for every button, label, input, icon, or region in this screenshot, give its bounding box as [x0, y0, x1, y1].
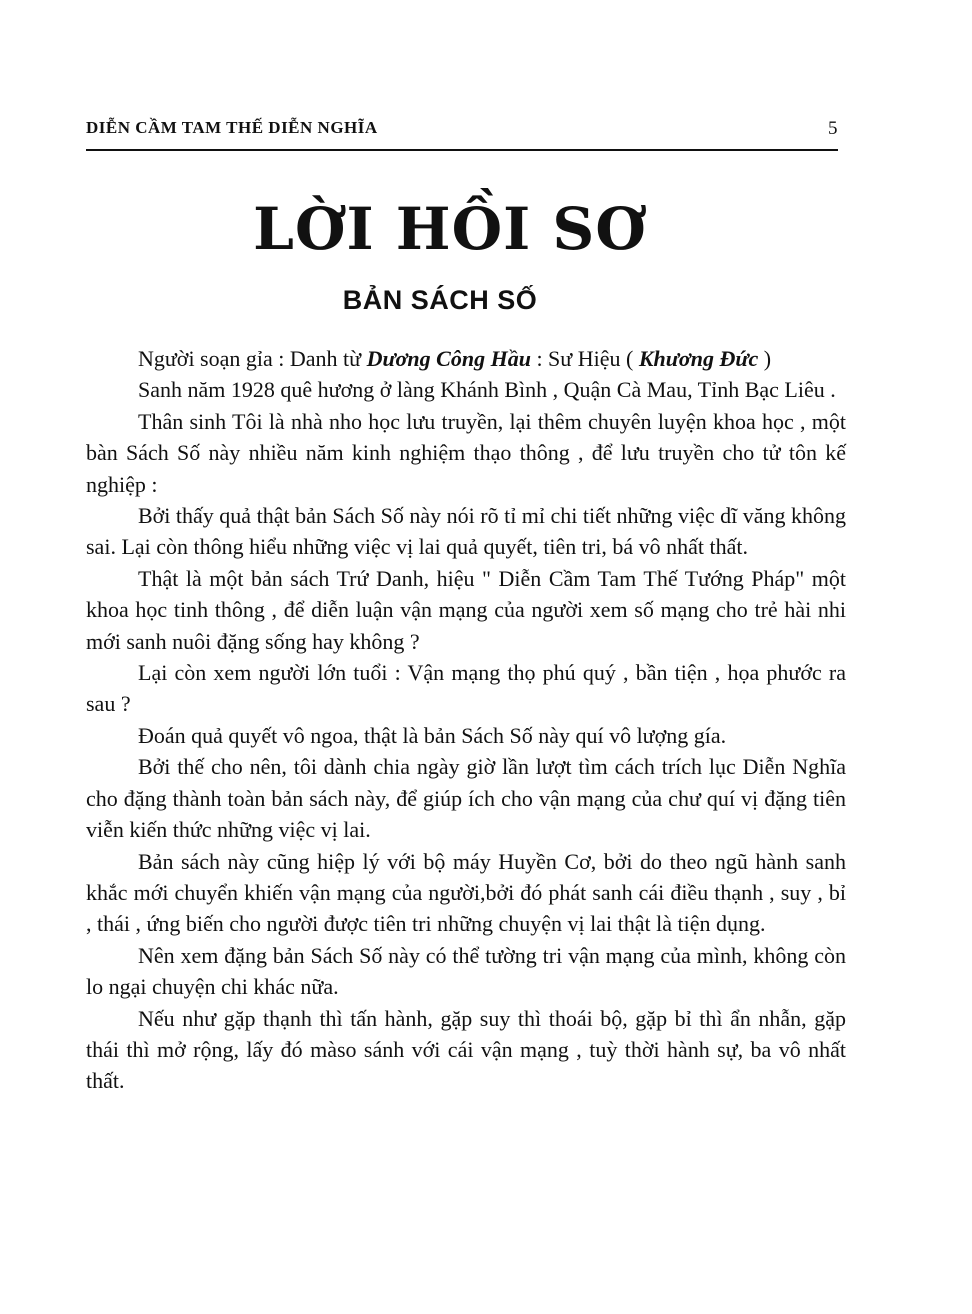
body-text	[86, 343, 846, 1097]
page-number: 5	[828, 118, 838, 139]
header-rule	[86, 149, 838, 151]
author-name: Dương Công Hầu	[366, 346, 531, 371]
chapter-subtitle: BẢN SÁCH SỐ	[342, 285, 538, 315]
author-line	[86, 343, 846, 374]
paragraph: Bản sách này cũng hiệp lý với bộ máy Huyền Cơ, bởi do theo ngũ hành sanh khắc mới chuyển khiến vận mạng của người,bởi đó phát sanh cái điều thạnh , suy , bỉ , thái , ứng biến cho người được tiên tri những chuyện vị lai thật là tiện dụng.	[86, 848, 846, 937]
author-suffix: )	[758, 346, 772, 371]
paragraph: Thân sinh Tôi là nhà nho học lưu truyền, lại thêm chuyên luyện khoa học , một bàn Sách Số này nhiều năm kinh nghiệm thạo thông , để lưu truyền cho tử tôn kế nghiệp :	[86, 408, 846, 497]
paragraph: Bởi thấy quả thật bản Sách Số này nói rõ tỉ mỉ chi tiết những việc dĩ văng không sai. Lại còn thông hiểu những việc vị lai quả quyết, tiên tri, bá vô nhất thất.	[86, 503, 846, 560]
running-header	[86, 118, 838, 138]
paragraph: Lại còn xem người lớn tuổi : Vận mạng thọ phú quý , bần tiện , họa phước ra sau ?	[86, 660, 846, 717]
chapter-title: LỜI HỒI SƠ	[253, 195, 647, 263]
paragraph: Nên xem đặng bản Sách Số này có thể tường tri vận mạng của mình, không còn lo ngại chuyện chi khác nữa.	[86, 942, 846, 1000]
paragraph: Thật là một bản sách Trứ Danh, hiệu " Diễn Cầm Tam Thế Tướng Pháp" một khoa học tinh thông , để diễn luận vận mạng của người xem số mạng cho trẻ hài nhi mới sanh nuôi đặng sống hay không ?	[86, 565, 846, 654]
paragraph: Đoán quả quyết vô ngoa, thật là bản Sách Số này quí vô lượng gía.	[138, 722, 727, 748]
author-alias: Khương Đức	[638, 346, 759, 371]
paragraph: Nếu như gặp thạnh thì tấn hành, gặp suy thì thoái bộ, gặp bỉ thì ẩn nhẫn, gặp thái thì mở rộng, lấy đó màso sánh với cái vận mạng , tuỳ thời hành sự, ba vô nhất thất.	[86, 1005, 846, 1094]
author-prefix: Người soạn gỉa : Danh từ	[138, 346, 367, 371]
running-title: DIỄN CẦM TAM THẾ DIỄN NGHĨA	[86, 118, 378, 137]
paragraph: Sanh năm 1928 quê hương ở làng Khánh Bình , Quận Cà Mau, Tỉnh Bạc Liêu .	[138, 377, 836, 403]
paragraph: Bởi thế cho nên, tôi dành chia ngày giờ lần lượt tìm cách trích lục Diễn Nghĩa cho đặng thành toàn bản sách này, để giúp ích cho vận mạng của chư quí vị đặng tiên viễn kiến thức những việc vị lai.	[86, 754, 846, 843]
author-middle: : Sư Hiệu (	[530, 346, 639, 371]
